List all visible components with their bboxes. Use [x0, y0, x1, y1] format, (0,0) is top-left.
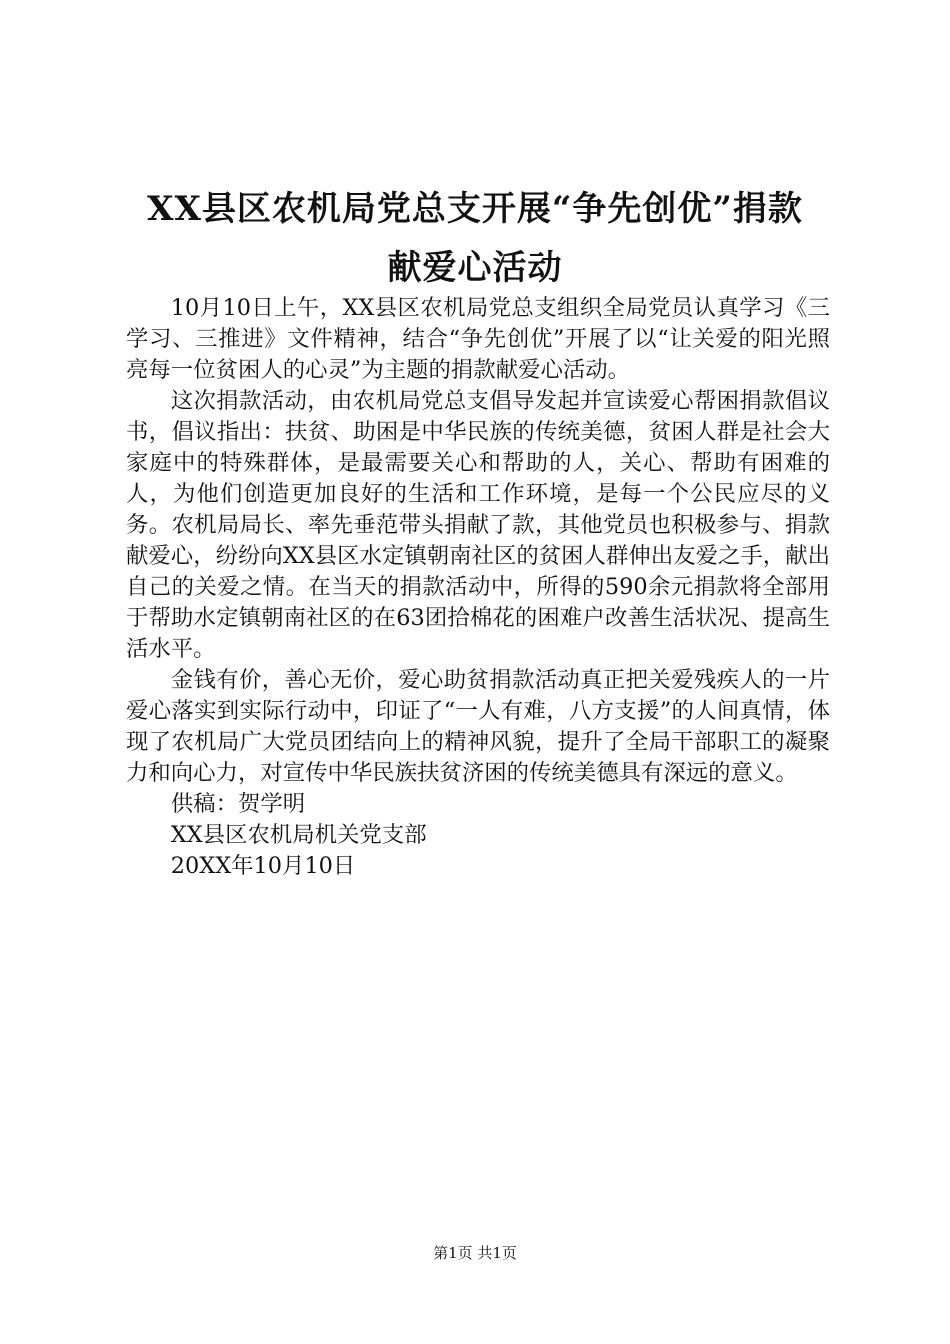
signature-contributor: 供稿：贺学明 — [170, 791, 306, 817]
page-footer: 第1页 共1页 — [433, 1244, 517, 1262]
paragraph-3: 金钱有价，善心无价，爱心助贫捐款活动真正把关爱残疾人的一片爱心落实到实际行动中，印证了“一人有难，八方支援”的人间真情，体现了农机局广大党员团结向上的精神风貌，提升了全局干部职工的凝聚力和向心力，对宣传中华民族扶贫济困的传统美德具有深远的意义。 — [126, 667, 830, 786]
paragraph-1: 10月10日上午，XX县区农机局党总支组织全局党员认真学习《三学习、三推进》文件精神，结合“争先创优”开展了以“让关爱的阳光照亮每一位贫困人的心灵”为主题的捐款献爱心活动。 — [126, 295, 830, 383]
document-title-line-2: 献爱心活动 — [387, 248, 563, 288]
document-body — [126, 293, 830, 882]
signature-organization: XX县区农机局机关党支部 — [170, 822, 427, 848]
paragraph-2: 这次捐款活动，由农机局党总支倡导发起并宣读爱心帮困捐款倡议书，倡议指出：扶贫、助困是中华民族的传统美德，贫困人群是社会大家庭中的特殊群体，是最需要关心和帮助的人，关心、帮助有困难的人，为他们创造更加良好的生活和工作环境，是每一个公民应尽的义务。农机局局长、率先垂范带头捐献了款，其他党员也积极参与、捐款献爱心，纷纷向XX县区水定镇朝南社区的贫困人群伸出友爱之手，献出自己的关爱之情。在当天的捐款活动中，所得的590余元捐款将全部用于帮助水定镇朝南社区的在63团拾棉花的困难户改善生活状况、提高生活水平。 — [126, 388, 830, 662]
document-title-line-1: XX县区农机局党总支开展“争先创优”捐款 — [147, 189, 803, 229]
signature-date: 20XX年10月10日 — [170, 853, 356, 879]
